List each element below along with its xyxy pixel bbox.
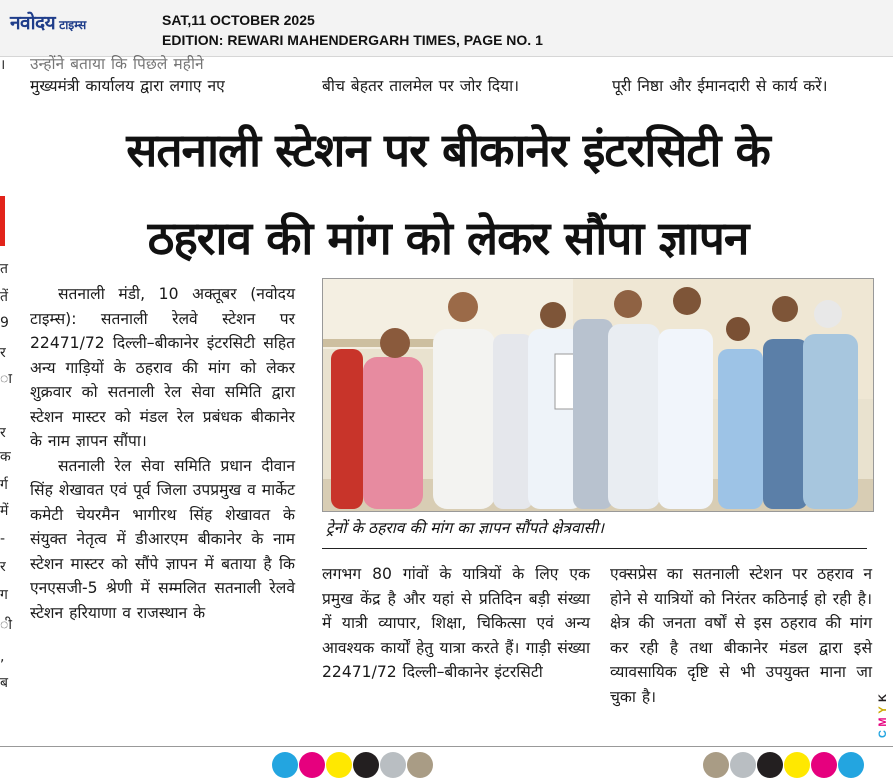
logo-main-text: नवोदय [10,12,56,34]
edge-fragment: ा [0,371,12,387]
edge-fragment: । [0,57,6,73]
headline-line-2: ठहराव की मांग को लेकर सौंपा ज्ञापन [147,211,749,265]
cmyk-k: K [877,694,889,702]
registration-dot [757,752,783,778]
prev-article-left [30,52,295,98]
cmyk-m: M [877,717,889,727]
prev-mid-line2: बीच बेहतर तालमेल पर जोर दिया। [322,77,520,95]
registration-dot [380,752,406,778]
newspaper-logo[interactable] [10,9,86,37]
article-column-3 [610,562,872,709]
article-paragraph-4: एक्सप्रेस का सतनाली स्टेशन पर ठहराव न होने से यात्रियों को निरंतर कठिनाई हो रही है। क्षेत्र की जनता वर्षों से इस ठहराव की मांग कर रही है तथा बीकानेर मंडल द्वारा इसे व्यावसायिक दृष्टि से भी उपयुक्त माना जा चुका है। [610,565,872,706]
cmyk-c: C [877,730,889,738]
edge-fragment: 9 [0,315,9,331]
edge-fragment: में [0,503,9,519]
prev-right-line2: पूरी निष्ठा और ईमानदारी से कार्य करें। [612,77,828,95]
publication-date: SAT,11 OCTOBER 2025 [162,12,315,28]
registration-dot [299,752,325,778]
article-photo[interactable] [322,278,874,512]
edition-info: EDITION: REWARI MAHENDERGARH TIMES, PAGE NO. 1 [162,32,543,48]
registration-dot [784,752,810,778]
edge-fragment: तें [0,289,8,305]
edge-red-block [0,196,5,246]
edge-fragment: ी [0,617,12,633]
cmyk-marker [876,692,892,752]
prev-left-line1: उन्होंने बताया कि पिछले महीने [30,55,204,73]
article-paragraph-2: सतनाली रेल सेवा समिति प्रधान दीवान सिंह शेखावत एवं पूर्व जिला उपप्रमुख व मार्केट कमेटी चेयरमैन भागीरथ सिंह शेखावत के संयुक्त नेतृत्व में डीआरएम बीकानेर के नाम स्टेशन मास्टर को सौंपे ज्ञापन में बताया है कि एनएसजी-5 श्रेणी में सम्मलित सतनाली रेलवे स्टेशन हरियाणा व राजस्थान के [30,456,295,622]
article-paragraph-1: सतनाली मंडी, 10 अक्तूबर (नवोदय टाइम्स): सतनाली रेलवे स्टेशन पर 22471/72 दिल्ली–बीकानेर इंटरसिटी सहित अन्य गाड़ियों के ठहराव की मांग को लेकर शुक्रवार को सतनाली रेल सेवा समिति द्वारा स्टेशन मास्टर को मंडल रेल प्रबंधक बीकानेर के नाम ज्ञापन सौंपा। [30,285,295,450]
prev-left-line2: मुख्यमंत्री कार्यालय द्वारा लगाए नए [30,77,225,95]
registration-dot [326,752,352,778]
registration-dot [811,752,837,778]
edge-fragment: ब [0,675,8,691]
edge-fragment: र [0,425,6,441]
photo-caption: ट्रेनों के ठहराव की मांग का ज्ञापन सौंपते क्षेत्रवासी। [326,519,604,537]
article-paragraph-3: लगभग 80 गांवों के यात्रियों के लिए एक प्रमुख केंद्र है और यहां से प्रतिदिन बड़ी संख्या में यात्री व्यापार, शिक्षा, चिकित्सा एवं अन्य आवश्यक कार्यों हेतु यात्रा करते हैं। गाड़ी संख्या 22471/72 दिल्ली–बीकानेर इंटरसिटी [322,565,590,681]
registration-dot [730,752,756,778]
article-column-1 [30,282,295,625]
edge-fragment: - [0,531,6,547]
group-photo-illustration [323,279,873,511]
edge-fragment: क [0,449,11,465]
edge-fragment: , [0,649,5,665]
edge-fragment: र [0,345,6,361]
registration-dot [703,752,729,778]
registration-dot [838,752,864,778]
prev-article-mid [322,74,592,98]
logo-sub-text: टाइम्स [59,18,87,32]
edge-fragment: त [0,261,8,277]
prev-article-right [612,74,874,98]
edge-fragment: र [0,559,6,575]
page-header [0,0,893,57]
headline-line-1: सतनाली स्टेशन पर बीकानेर इंटरसिटी के [126,123,770,177]
registration-dot [353,752,379,778]
edge-fragment: र्ग [0,477,8,493]
edge-fragment: ग [0,587,8,603]
cmyk-y: Y [877,706,889,714]
article-column-2 [322,562,590,685]
edition-meta [162,10,543,50]
registration-dot [272,752,298,778]
caption-divider [322,548,867,549]
registration-dot [407,752,433,778]
